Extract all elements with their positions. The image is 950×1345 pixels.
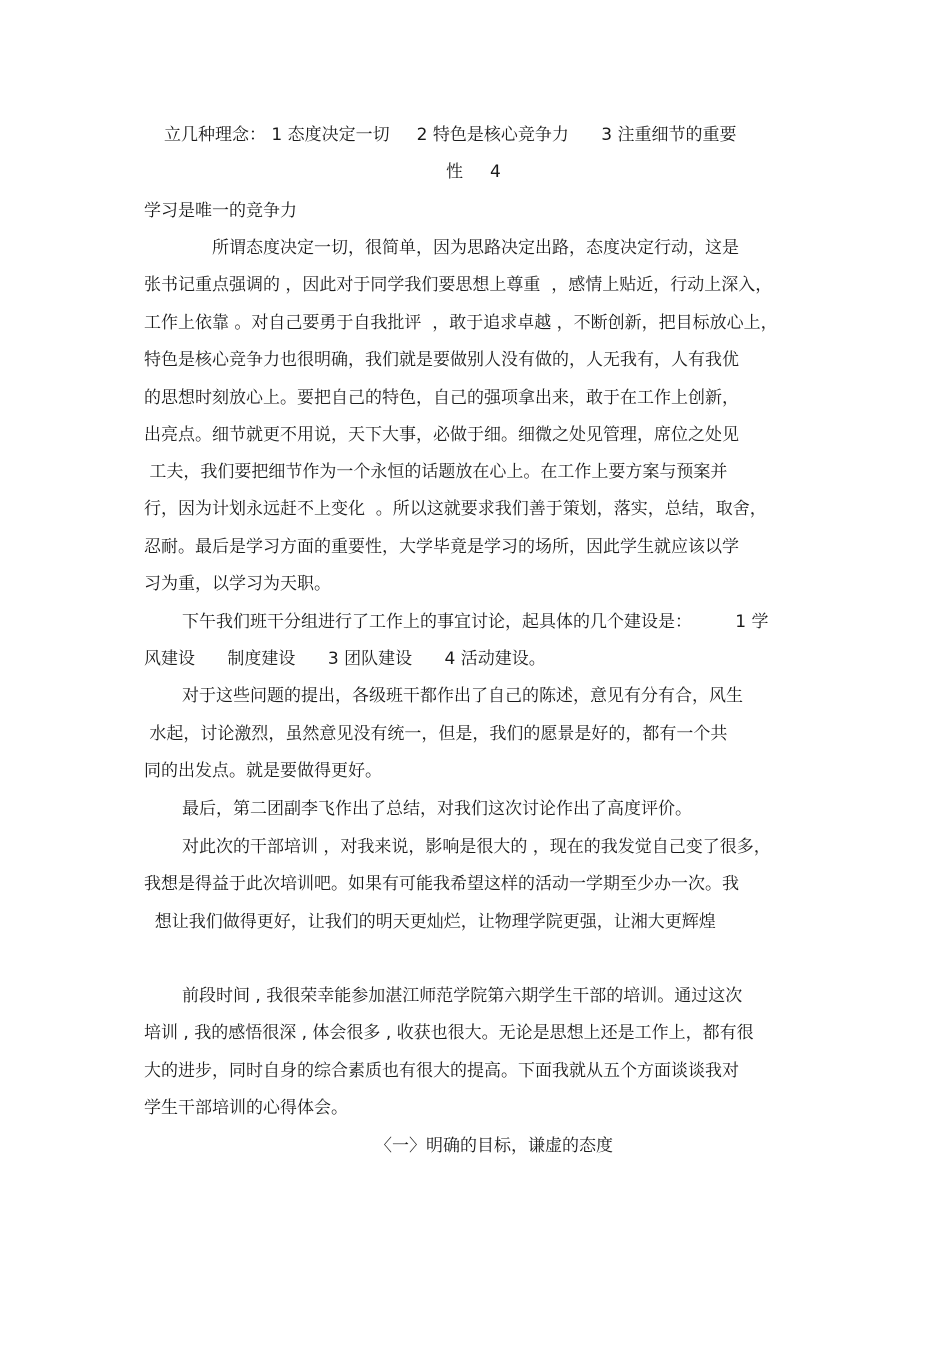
text-line: 忍耐。最后是学习方面的重要性，大学毕竟是学习的场所，因此学生就应该以学 xyxy=(144,537,739,557)
text-line: 对此次的干部培训 ，对我来说，影响是很大的 ，现在的我发觉自己变了很多， xyxy=(182,837,771,857)
text-line: 立几种理念： 1 态度决定一切 2 特色是核心竞争力 3 注重细节的重要 xyxy=(164,125,737,145)
text-line: 风建设 制度建设 3 团队建设 4 活动建设。 xyxy=(144,649,546,669)
text-line: 张书记重点强调的 ，因此对于同学我们要思想上尊重 ，感情上贴近，行动上深入， xyxy=(144,275,773,295)
text-line: 培训 , 我的感悟很深 , 体会很多 , 收获也很大。无论是思想上还是工作上，都有很 xyxy=(144,1023,754,1043)
text-line: 学生干部培训的心得体会。 xyxy=(144,1098,348,1118)
text-line: 最后，第二团副李飞作出了总结，对我们这次讨论作出了高度评价。 xyxy=(182,799,692,819)
text-line: 水起，讨论激烈，虽然意见没有统一，但是，我们的愿景是好的，都有一个共 xyxy=(144,724,728,744)
text-line: 下午我们班干分组进行了工作上的事宜讨论，起具体的几个建设是： 1 学 xyxy=(182,612,769,632)
text-line: 对于这些问题的提出，各级班干都作出了自己的陈述，意见有分有合，风生 xyxy=(182,686,743,706)
text-line: 我想是得益于此次培训吧。如果有可能我希望这样的活动一学期至少办一次。我 xyxy=(144,874,739,894)
text-line: 性 4 xyxy=(446,162,501,182)
text-line: 前段时间 , 我很荣幸能参加湛江师范学院第六期学生干部的培训。通过这次 xyxy=(182,986,743,1006)
text-line: 工夫，我们要把细节作为一个永恒的话题放在心上。在工作上要方案与预案并 xyxy=(144,462,728,482)
text-line: 特色是核心竞争力也很明确，我们就是要做别人没有做的，人无我有，人有我优 xyxy=(144,350,739,370)
text-line: 学习是唯一的竞争力 xyxy=(144,201,297,221)
section-heading: 〈一〉明确的目标，谦虚的态度 xyxy=(375,1136,613,1156)
text-line: 大的进步，同时自身的综合素质也有很大的提高。下面我就从五个方面谈谈我对 xyxy=(144,1061,739,1081)
text-line: 的思想时刻放心上。要把自己的特色，自己的强项拿出来，敢于在工作上创新， xyxy=(144,388,739,408)
text-line: 行，因为计划永远赶不上变化 。所以这就要求我们善于策划，落实，总结，取舍， xyxy=(144,499,767,519)
text-line: 所谓态度决定一切，很简单，因为思路决定出路，态度决定行动，这是 xyxy=(212,238,739,258)
text-line: 习为重，以学习为天职。 xyxy=(144,574,331,594)
text-line: 同的出发点。就是要做得更好。 xyxy=(144,761,382,781)
text-line: 工作上依靠 。对自己要勇于自我批评 ，敢于追求卓越 ，不断创新，把目标放心上， xyxy=(144,313,778,333)
text-line: 出亮点。细节就更不用说，天下大事，必做于细。细微之处见管理，席位之处见 xyxy=(144,425,739,445)
text-line: 想让我们做得更好，让我们的明天更灿烂，让物理学院更强，让湘大更辉煌 xyxy=(144,912,716,932)
